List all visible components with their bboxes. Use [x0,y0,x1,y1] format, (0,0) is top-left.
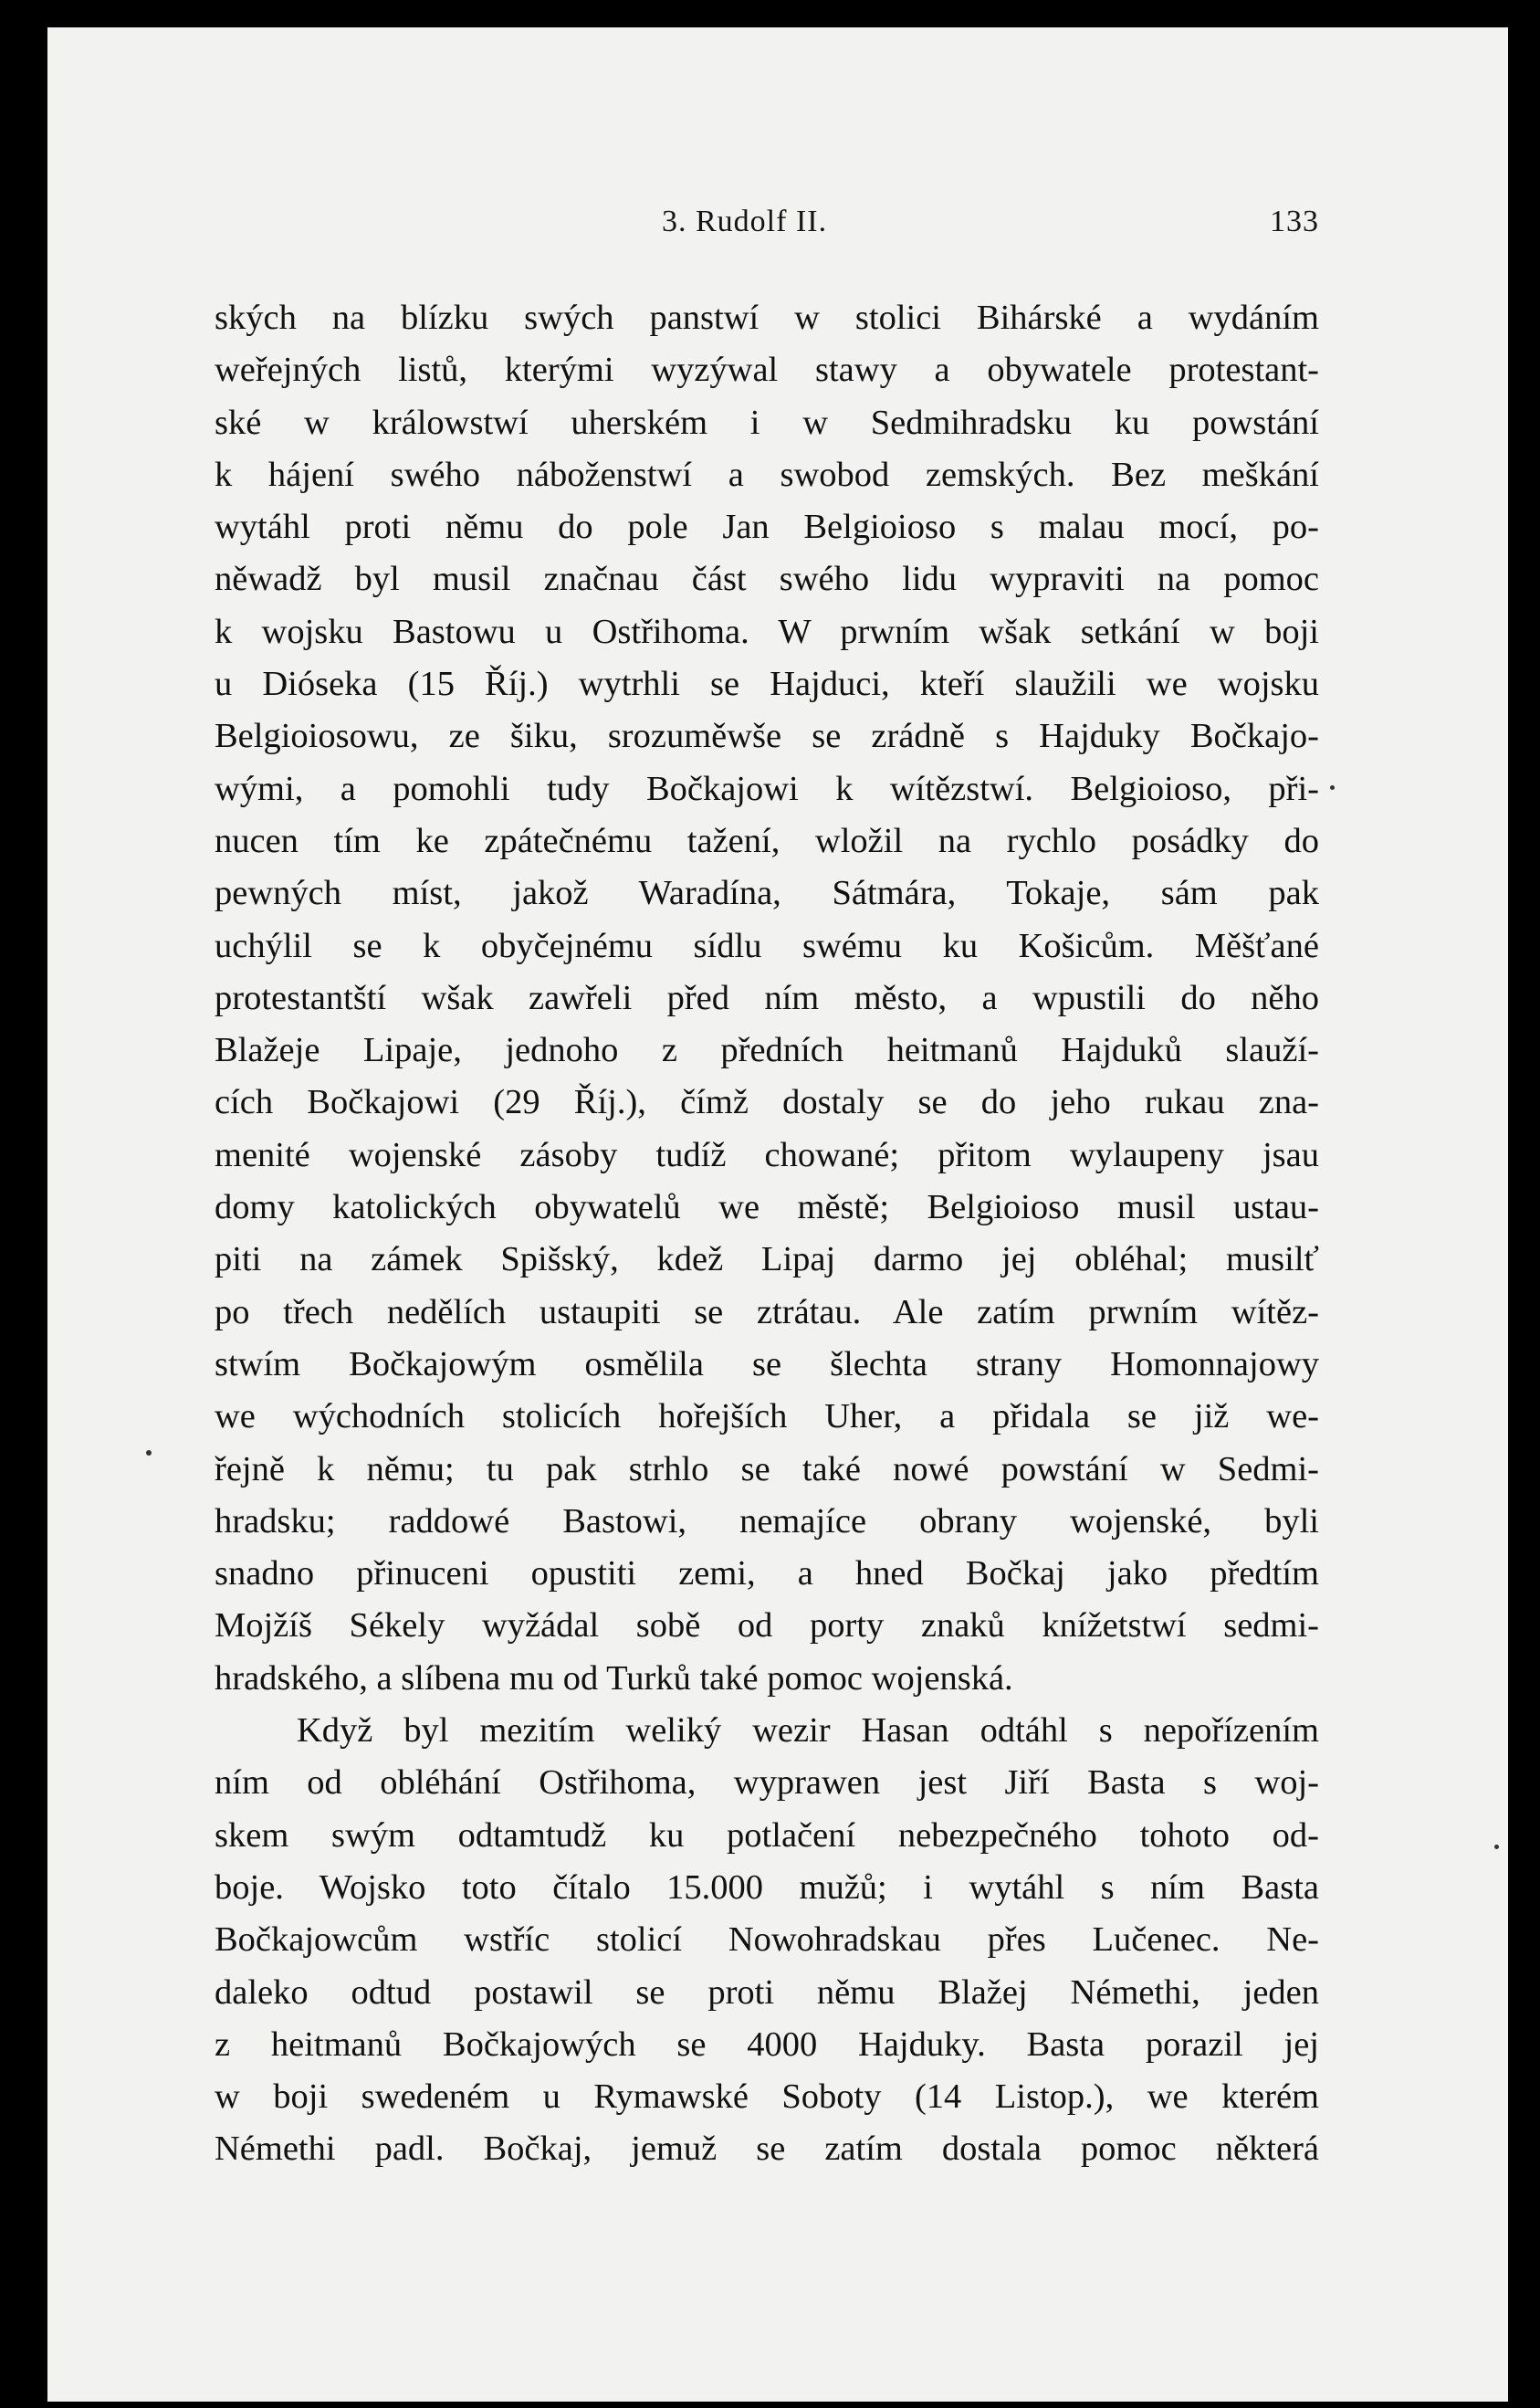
text-line: domy katolických obywatelů we městě; Belgioioso musil ustau- [215,1188,1319,1227]
text-line: hradsku; raddowé Bastowi, nemajíce obrany wojenské, byli [215,1501,1319,1540]
text-line: daleko odtud postawil se proti němu Blažej Némethi, jeden [215,1972,1319,2012]
book-page [47,27,1508,2402]
running-header [215,197,1319,252]
text-line: Némethi padl. Bočkaj, jemuž se zatím dostala pomoc některá [215,2129,1319,2169]
text-line: po třech nedělích ustaupiti se ztrátau. Ale zatím prwním wítěz- [215,1292,1319,1331]
text-line: skem swým odtamtudž ku potlačení nebezpečného tohoto od- [215,1815,1319,1855]
text-line: w boji swedeném u Rymawské Soboty (14 Listop.), we kterém [215,2077,1319,2117]
text-line: Belgioiosowu, ze šiku, srozuměwše se zrádně s Hajduky Bočkajo- [215,717,1319,756]
text-line: něwadž byl musil značnau část swého lidu wypraviti na pomoc [215,560,1319,599]
text-line: wými, a pomohli tudy Bočkajowi k wítězstwí. Belgioioso, při- [215,769,1319,808]
scan-speck [146,1450,152,1456]
text-line: Když byl mezitím weliký wezir Hasan odtáhl s nepořízením [297,1711,1319,1751]
text-line: we wýchodních stolicích hořejších Uher, a přidala se již we- [215,1397,1319,1436]
text-line: weřejných listů, kterými wyzýwal stawy a obywatele protestant- [215,351,1319,390]
text-line: nucen tím ke zpátečnému tažení, wložil na rychlo posádky do [215,821,1319,860]
text-line: protestantští wšak zawřeli před ním město, a wpustili do něho [215,978,1319,1017]
text-line: Bočkajowcům wstříc stolicí Nowohradskau přes Lučenec. Ne- [215,1920,1319,1960]
text-line: stwím Bočkajowým osmělila se šlechta strany Homonnajowy [215,1344,1319,1383]
scan-speck [1494,1845,1499,1849]
page-number: 133 [1270,205,1319,238]
text-line: cích Bočkajowi (29 Říj.), čímž dostaly se do jeho rukau zna- [215,1083,1319,1122]
text-line: snadno přinuceni opustiti zemi, a hned Bočkaj jako předtím [215,1554,1319,1593]
scan-speck [1330,785,1335,790]
text-line: ské w králowstwí uherském i w Sedmihradsku ku powstání [215,403,1319,442]
text-line: k wojsku Bastowu u Ostřihoma. W prwním wšak setkání w boji [215,612,1319,651]
text-line: boje. Wojsko toto čítalo 15.000 mužů; i wytáhl s ním Basta [215,1867,1319,1907]
text-line: pewných míst, jakož Waradína, Sátmára, Tokaje, sám pak [215,874,1319,913]
text-line: piti na zámek Spišský, kdež Lipaj darmo jej obléhal; musilť [215,1240,1319,1279]
running-title: 3. Rudolf II. [662,205,828,238]
text-line: Blažeje Lipaje, jednoho z předních heitmanů Hajduků slauží- [215,1031,1319,1070]
text-line: wytáhl proti němu do pole Jan Belgioioso s malau mocí, po- [215,508,1319,547]
text-line: ním od obléhání Ostřihoma, wyprawen jest Jiří Basta s woj- [215,1763,1319,1803]
text-line: hradského, a slíbena mu od Turků také pomoc wojenská. [215,1658,1013,1698]
text-line: menité wojenské zásoby tudíž chowané; přitom wylaupeny jsau [215,1135,1319,1174]
text-line: Mojžíš Sékely wyžádal sobě od porty znaků knížetstwí sedmi- [215,1606,1319,1646]
text-line: řejně k němu; tu pak strhlo se také nowé powstání w Sedmi- [215,1449,1319,1488]
text-line: u Dióseka (15 Říj.) wytrhli se Hajduci, kteří slaužili we wojsku [215,665,1319,704]
text-line: ských na blízku swých panstwí w stolici Bihárské a wydáním [215,299,1319,337]
text-line: uchýlil se k obyčejnému sídlu swému ku Košicům. Měšťané [215,926,1319,965]
body-text [215,292,1319,2176]
text-line: k hájení swého náboženstwí a swobod zemských. Bez meškání [215,455,1319,494]
text-line: z heitmanů Bočkajowých se 4000 Hajduky. Basta porazil jej [215,2024,1319,2064]
